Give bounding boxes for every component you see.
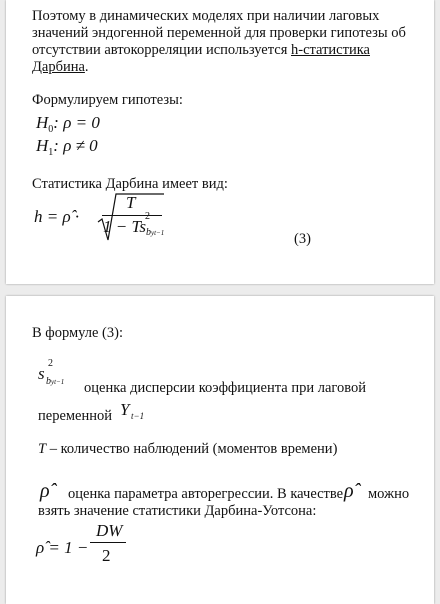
paragraph-line [32,59,89,76]
rho-description-line2: взять значение статистики Дарбина-Уотсона: [38,503,317,519]
h0-condition: : ρ = 0 [53,113,100,132]
in-formula-label: В формуле (3): [32,325,123,341]
durbin-label: Статистика Дарбина имеет вид: [32,176,228,192]
t-symbol: T [38,441,47,457]
durbin-link[interactable]: Дарбина [32,59,85,75]
rho-fraction-bar [90,542,126,543]
rho-symbol: ρ̂ [40,480,50,502]
denominator-text: 1 − Ts [103,217,146,236]
formula-lhs: h = ρ̂ · [34,207,80,226]
t-text: – количество наблюдений (моментов времени) [46,441,338,457]
rho-formula-lhs: ρ̂ = 1 − [36,538,89,557]
denominator-sup: 2 [145,211,150,222]
period: . [84,59,89,75]
rho-description-end: можно [368,486,410,502]
formula-numerator: T [126,193,136,212]
paragraph-line [32,42,370,59]
rho-formula-denominator: 2 [102,546,111,565]
rho-description: оценка параметра авторегрессии. В качестве [68,486,344,502]
hypotheses-label: Формулируем гипотезы: [32,92,183,108]
page-1 [6,0,434,284]
h1-condition: : ρ ≠ 0 [53,136,98,155]
hypothesis-h1 [36,136,98,156]
fraction-bar [102,215,162,216]
rho-formula-numerator: DW [96,521,123,540]
h1-symbol: H [36,136,49,155]
s-description: оценка дисперсии коэффициента при лаговой [84,380,366,396]
h0-symbol: H [36,113,49,132]
denominator-sub: byt−1 [146,227,165,238]
paragraph-text: отсутствии автокорреляции используется [32,42,291,58]
t-description [38,441,337,458]
paragraph-line: Поэтому в динамических моделях при наличии лаговых [32,8,380,24]
equation-number: (3) [294,231,311,247]
rho-symbol-inline: ρ̂ [344,480,354,502]
h1-subscript: 1 [48,147,54,158]
paragraph-line: значений эндогенной переменной для проверки гипотезы об [32,25,406,41]
hypothesis-h0 [36,113,100,133]
page-2: В формуле (3): s 2 byt−1 оценка дисперсии коэффициента при лаговой переменной Y t−1 T – количество наблюдений (моментов времени) ρ̂ оценка параметра авторегрессии. В качестве ρ̂ можно взять значение статистики Дарбина-Уотсона: ρ̂ = 1 − DW 2 [6,296,434,604]
s-description-line2: переменной [38,408,113,424]
formula-denominator [103,211,165,238]
h-statistic-link[interactable]: h-статистика [291,42,370,58]
h0-subscript: 0 [48,124,54,135]
